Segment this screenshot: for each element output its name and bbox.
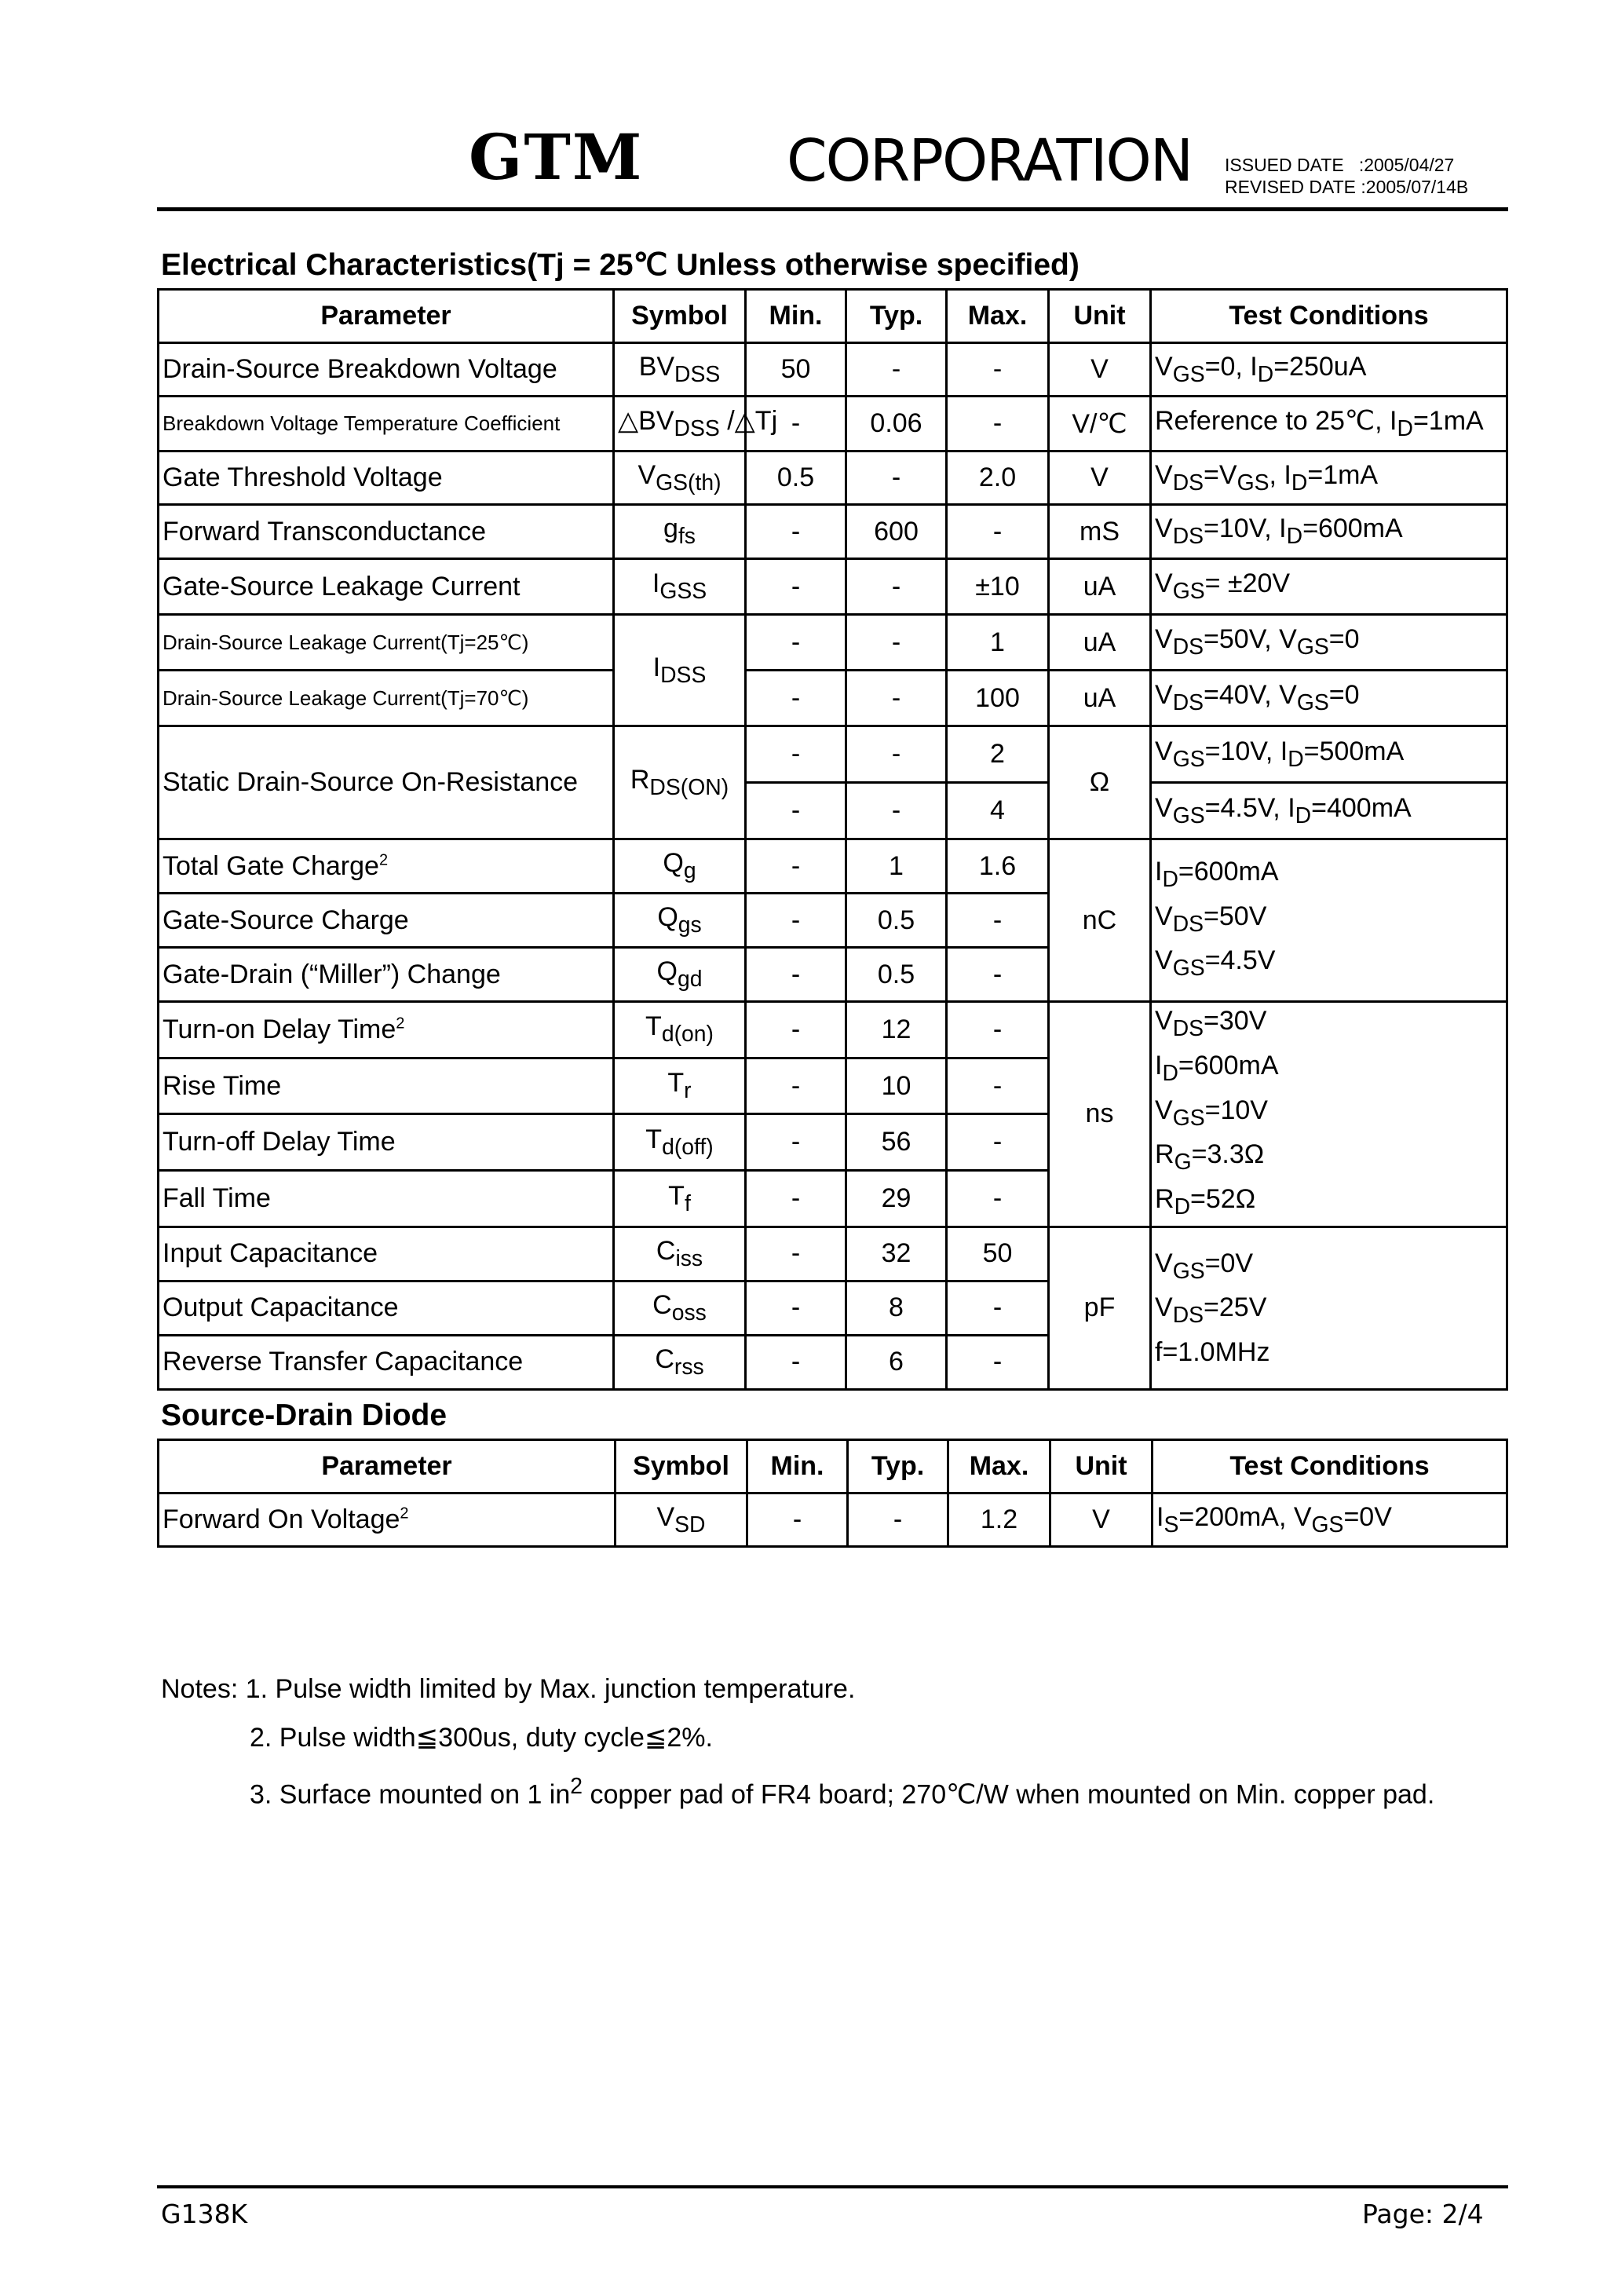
table-header-row — [159, 290, 1507, 343]
max-cell: - — [947, 1171, 1049, 1227]
min-cell: - — [746, 505, 846, 559]
footer-rule — [157, 2185, 1508, 2188]
conditions-cell: $V_{DS}=V_{GS}$, $I_D=1mA$ — [1151, 452, 1507, 505]
max-cell: - — [947, 1002, 1049, 1058]
typ-cell: - — [846, 343, 947, 397]
typ-cell: - — [846, 671, 947, 726]
param-cell: Drain-Source Leakage Current(Tj=70℃) — [159, 671, 614, 726]
min-cell: - — [747, 1493, 848, 1547]
table-row-igss — [159, 559, 1507, 615]
symbol-cell: $T_f$ — [614, 1171, 746, 1227]
header-parameter: Parameter — [159, 290, 614, 343]
note-2: 2. Pulse width≦300us, duty cycle≦2%. — [250, 1723, 713, 1753]
param-cell: Gate-Source Leakage Current — [159, 559, 614, 615]
symbol-cell: $C_{iss}$ — [614, 1227, 746, 1281]
note-3: 3. Surface mounted on 1 $in^2$ copper pad of FR4 board; 270℃/W when mounted on Min. copper pad. — [250, 1774, 1435, 1810]
table-row-bvdss — [159, 343, 1507, 397]
table-row-vth — [159, 452, 1507, 505]
typ-cell: - — [846, 726, 947, 783]
header-typ: Typ. — [846, 290, 947, 343]
typ-cell: 56 — [846, 1114, 947, 1171]
table-row-tempco — [159, 397, 1507, 452]
symbol-cell: $Q_g$ — [614, 839, 746, 894]
header-min: Min. — [746, 290, 846, 343]
typ-cell: - — [846, 615, 947, 671]
conditions-cell: $V_{DS}=30V$ $I_D=600mA$ $V_{GS}=10V$ $R_G=3.3\Omega$ $R_D=52\Omega$ — [1151, 1002, 1507, 1227]
max-cell: - — [947, 1281, 1049, 1335]
symbol-cell: $g_{fs}$ — [614, 505, 746, 559]
electrical-characteristics-table — [157, 288, 1508, 1391]
issued-date: ISSUED DATE :2005/04/27 — [1225, 155, 1455, 175]
table-row-qg — [159, 839, 1507, 894]
max-cell: 1.2 — [948, 1493, 1050, 1547]
param-cell: Gate-Drain (“Miller”) Change — [159, 948, 614, 1002]
param-cell: Fall Time — [159, 1171, 614, 1227]
symbol-cell: $V_{SD}$ — [616, 1493, 747, 1547]
typ-cell: 12 — [846, 1002, 947, 1058]
header-unit: Unit — [1049, 290, 1151, 343]
min-cell: - — [746, 948, 846, 1002]
unit-cell: V/℃ — [1049, 397, 1151, 452]
symbol-cell: $I_{DSS}$ — [614, 615, 746, 726]
param-cell: Total Gate Charge$^2$ — [159, 839, 614, 894]
company-logo: GTM — [469, 120, 644, 194]
symbol-cell: $C_{rss}$ — [614, 1335, 746, 1389]
unit-cell: V — [1050, 1493, 1153, 1547]
table-row-gfs — [159, 505, 1507, 559]
unit-cell: Ω — [1049, 726, 1151, 839]
param-cell: Output Capacitance — [159, 1281, 614, 1335]
conditions-cell: $V_{GS}=10V$, $I_D=500mA$ — [1151, 726, 1507, 783]
param-cell: Forward On Voltage$^2$ — [159, 1493, 616, 1547]
table-row-tdon — [159, 1002, 1507, 1058]
source-drain-diode-table — [157, 1439, 1508, 1548]
typ-cell: - — [848, 1493, 948, 1547]
symbol-cell: $Q_{gd}$ — [614, 948, 746, 1002]
conditions-cell: $I_D=600mA$ $V_{DS}=50V$ $V_{GS}=4.5V$ — [1151, 839, 1507, 1002]
param-cell: Forward Transconductance — [159, 505, 614, 559]
param-cell: Drain-Source Leakage Current(Tj=25℃) — [159, 615, 614, 671]
typ-cell: 29 — [846, 1171, 947, 1227]
min-cell: - — [746, 397, 846, 452]
max-cell: 1 — [947, 615, 1049, 671]
max-cell: - — [947, 1114, 1049, 1171]
conditions-cell: Reference to 25℃, $I_D=1mA$ — [1151, 397, 1507, 452]
max-cell: 2.0 — [947, 452, 1049, 505]
max-cell: 4 — [947, 783, 1049, 839]
conditions-cell: $V_{DS}=40V$, $V_{GS}=0$ — [1151, 671, 1507, 726]
typ-cell: - — [846, 452, 947, 505]
param-cell: Gate-Source Charge — [159, 894, 614, 948]
source-drain-diode-title: Source-Drain Diode — [161, 1398, 448, 1432]
symbol-cell: $T_{d(on)}$ — [614, 1002, 746, 1058]
table-row-rdson-1 — [159, 726, 1507, 783]
unit-cell: mS — [1049, 505, 1151, 559]
notes-section — [161, 1665, 1434, 1819]
min-cell: 50 — [746, 343, 846, 397]
typ-cell: 8 — [846, 1281, 947, 1335]
min-cell: - — [746, 839, 846, 894]
document-dates — [1225, 154, 1468, 198]
min-cell: - — [746, 726, 846, 783]
param-cell: Gate Threshold Voltage — [159, 452, 614, 505]
electrical-characteristics-title: Electrical Characteristics(Tj = 25℃ Unless otherwise specified) — [161, 248, 1080, 282]
conditions-cell: $V_{GS}=0$, $I_D=250uA$ — [1151, 343, 1507, 397]
table-row-idss-25 — [159, 615, 1507, 671]
typ-cell: 6 — [846, 1335, 947, 1389]
symbol-cell: $BV_{DSS}$ — [614, 343, 746, 397]
typ-cell: 32 — [846, 1227, 947, 1281]
min-cell: - — [746, 1058, 846, 1114]
symbol-cell: $C_{oss}$ — [614, 1281, 746, 1335]
unit-cell: pF — [1049, 1227, 1151, 1389]
param-cell: Turn-on Delay Time$^2$ — [159, 1002, 614, 1058]
max-cell: - — [947, 397, 1049, 452]
max-cell: 100 — [947, 671, 1049, 726]
unit-cell: V — [1049, 343, 1151, 397]
unit-cell: uA — [1049, 559, 1151, 615]
symbol-cell: $T_r$ — [614, 1058, 746, 1114]
typ-cell: 10 — [846, 1058, 947, 1114]
typ-cell: - — [846, 783, 947, 839]
conditions-cell: $V_{GS}=0V$ $V_{DS}=25V$ f=1.0MHz — [1151, 1227, 1507, 1389]
header-typ: Typ. — [848, 1440, 948, 1493]
table-row-ciss — [159, 1227, 1507, 1281]
typ-cell: 0.5 — [846, 894, 947, 948]
min-cell: - — [746, 1002, 846, 1058]
param-cell: Breakdown Voltage Temperature Coefficient — [159, 397, 614, 452]
typ-cell: 600 — [846, 505, 947, 559]
table-row-idss-70 — [159, 671, 1507, 726]
typ-cell: 1 — [846, 839, 947, 894]
param-cell: Reverse Transfer Capacitance — [159, 1335, 614, 1389]
part-number: G138K — [161, 2199, 248, 2229]
unit-cell: uA — [1049, 671, 1151, 726]
min-cell: - — [746, 671, 846, 726]
conditions-cell: $V_{GS}=4.5V$, $I_D=400mA$ — [1151, 783, 1507, 839]
conditions-cell: $V_{DS}=50V$, $V_{GS}=0$ — [1151, 615, 1507, 671]
conditions-cell: $V_{GS}= \pm 20V$ — [1151, 559, 1507, 615]
typ-cell: 0.5 — [846, 948, 947, 1002]
table-header-row — [159, 1440, 1507, 1493]
min-cell: - — [746, 1335, 846, 1389]
min-cell: - — [746, 615, 846, 671]
symbol-cell: $I_{GSS}$ — [614, 559, 746, 615]
max-cell: 1.6 — [947, 839, 1049, 894]
max-cell: - — [947, 894, 1049, 948]
max-cell: - — [947, 343, 1049, 397]
header-min: Min. — [747, 1440, 848, 1493]
symbol-cell: $\triangle BV_{DSS}$ /△Tj — [614, 397, 746, 452]
header-max: Max. — [948, 1440, 1050, 1493]
param-cell: Rise Time — [159, 1058, 614, 1114]
max-cell: - — [947, 1058, 1049, 1114]
company-name: CORPORATION — [787, 127, 1193, 195]
typ-cell: - — [846, 559, 947, 615]
header-max: Max. — [947, 290, 1049, 343]
conditions-cell: $V_{DS}=10V$, $I_D=600mA$ — [1151, 505, 1507, 559]
unit-cell: uA — [1049, 615, 1151, 671]
max-cell: - — [947, 948, 1049, 1002]
note-1: Notes: 1. Pulse width limited by Max. junction temperature. — [161, 1674, 856, 1704]
header-symbol: Symbol — [614, 290, 746, 343]
table-row-vsd — [159, 1493, 1507, 1547]
min-cell: - — [746, 894, 846, 948]
min-cell: 0.5 — [746, 452, 846, 505]
header-test-conditions: Test Conditions — [1151, 290, 1507, 343]
min-cell: - — [746, 559, 846, 615]
header-unit: Unit — [1050, 1440, 1153, 1493]
symbol-cell: $Q_{gs}$ — [614, 894, 746, 948]
unit-cell: V — [1049, 452, 1151, 505]
min-cell: - — [746, 1227, 846, 1281]
symbol-cell: $V_{GS(th)}$ — [614, 452, 746, 505]
max-cell: - — [947, 505, 1049, 559]
param-cell: Input Capacitance — [159, 1227, 614, 1281]
param-cell: Turn-off Delay Time — [159, 1114, 614, 1171]
unit-cell: nC — [1049, 839, 1151, 1002]
unit-cell: ns — [1049, 1002, 1151, 1227]
page-number: Page: 2/4 — [1362, 2199, 1484, 2229]
max-cell: ±10 — [947, 559, 1049, 615]
header-test-conditions: Test Conditions — [1153, 1440, 1507, 1493]
header-parameter: Parameter — [159, 1440, 616, 1493]
typ-cell: 0.06 — [846, 397, 947, 452]
symbol-cell: $R_{DS(ON)}$ — [614, 726, 746, 839]
revised-date: REVISED DATE :2005/07/14B — [1225, 177, 1469, 197]
min-cell: - — [746, 783, 846, 839]
min-cell: - — [746, 1114, 846, 1171]
symbol-cell: $T_{d(off)}$ — [614, 1114, 746, 1171]
header-symbol: Symbol — [616, 1440, 747, 1493]
max-cell: - — [947, 1335, 1049, 1389]
min-cell: - — [746, 1281, 846, 1335]
conditions-cell: $I_S=200mA$, $V_{GS}=0V$ — [1153, 1493, 1507, 1547]
min-cell: - — [746, 1171, 846, 1227]
max-cell: 50 — [947, 1227, 1049, 1281]
param-cell: Static Drain-Source On-Resistance — [159, 726, 614, 839]
header-rule — [157, 207, 1508, 211]
param-cell: Drain-Source Breakdown Voltage — [159, 343, 614, 397]
max-cell: 2 — [947, 726, 1049, 783]
